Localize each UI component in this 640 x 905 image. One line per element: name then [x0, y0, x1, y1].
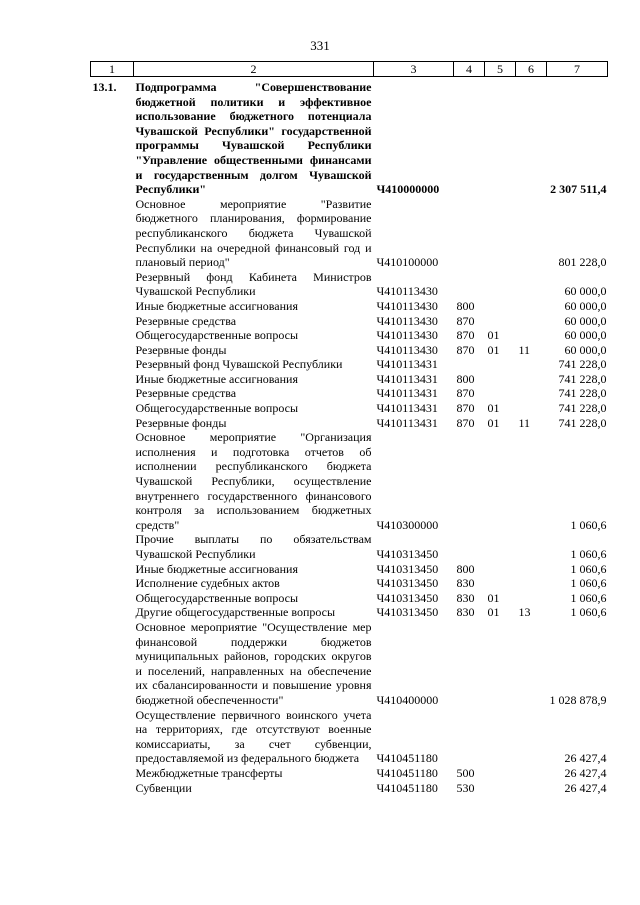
row-code: Ч410313450	[376, 547, 439, 561]
row-name: Осуществление первичного воинского учета на территориях, где отсутствуют военные комиссариаты, за счет субвенции, предоставляемой из федерального бюджета	[135, 707, 372, 766]
row-name: Резервные фонды	[135, 415, 227, 430]
row-subsection	[516, 430, 547, 532]
row-code: Ч410451180	[376, 751, 438, 766]
row-code: Ч410113430	[376, 328, 438, 343]
row-amount: 26 427,4	[564, 765, 607, 780]
row-subsection	[516, 77, 547, 197]
row-subsection	[516, 781, 547, 796]
row-amount: 741 228,0	[558, 386, 607, 401]
row-subsection: 11	[518, 342, 531, 357]
row-section: 01	[487, 328, 500, 343]
row-name: Исполнение судебных актов	[135, 576, 280, 591]
row-section	[485, 77, 516, 197]
row-section	[485, 708, 516, 766]
row-amount: 26 427,4	[564, 780, 607, 795]
table-row	[91, 430, 608, 532]
row-number	[91, 270, 134, 299]
row-code: Ч410113431	[376, 357, 438, 372]
row-subsection	[516, 620, 547, 708]
row-section	[485, 532, 516, 561]
row-expense-type	[454, 620, 485, 708]
row-section	[485, 357, 516, 372]
row-amount: 1 060,6	[570, 576, 607, 591]
table-row	[91, 620, 608, 708]
row-number	[91, 343, 134, 358]
row-expense-type	[454, 197, 485, 270]
table-row	[91, 781, 608, 796]
row-amount: 1 060,6	[570, 517, 607, 532]
row-name: Иные бюджетные ассигнования	[135, 371, 298, 386]
row-number	[91, 781, 134, 796]
row-expense-type: 870	[456, 401, 475, 416]
row-amount: 1 060,6	[570, 605, 607, 620]
row-subsection	[516, 766, 547, 781]
row-amount: 1 060,6	[570, 561, 607, 576]
row-subsection	[516, 532, 547, 561]
row-subsection	[516, 314, 547, 329]
table-row	[91, 357, 608, 372]
table-header	[91, 62, 608, 77]
table-body	[91, 77, 608, 796]
row-subsection	[516, 299, 547, 314]
row-code: Ч410300000	[376, 517, 439, 532]
row-number	[91, 620, 134, 708]
row-number	[91, 299, 134, 314]
row-code: Ч410313450	[376, 605, 439, 620]
header-col-6: 6	[516, 62, 547, 77]
header-col-4: 4	[454, 62, 485, 77]
row-expense-type: 870	[456, 342, 475, 357]
row-expense-type: 870	[456, 328, 475, 343]
row-section: 01	[487, 590, 500, 605]
row-name: Резервные средства	[135, 313, 237, 328]
table-row	[91, 299, 608, 314]
row-subsection: 13	[518, 605, 531, 620]
row-name: Прочие выплаты по обязательствам Чувашской Республики	[135, 532, 372, 561]
row-number	[91, 766, 134, 781]
row-amount: 60 000,0	[564, 328, 607, 343]
row-subsection	[516, 270, 547, 299]
header-col-1: 1	[91, 62, 134, 77]
row-subsection	[516, 562, 547, 577]
row-amount: 26 427,4	[564, 751, 607, 766]
row-expense-type	[454, 430, 485, 532]
row-expense-type	[454, 270, 485, 299]
row-number	[91, 430, 134, 532]
row-name: Другие общегосударственные вопросы	[135, 605, 336, 620]
row-expense-type: 530	[456, 780, 475, 795]
row-expense-type	[454, 357, 485, 372]
header-row	[91, 62, 608, 77]
table-row	[91, 416, 608, 431]
row-expense-type: 830	[456, 605, 475, 620]
row-amount: 1 028 878,9	[549, 692, 607, 707]
row-code: Ч410313450	[376, 561, 439, 576]
row-section	[485, 766, 516, 781]
header-col-7: 7	[547, 62, 608, 77]
table-row	[91, 708, 608, 766]
row-expense-type	[454, 77, 485, 197]
row-name: Иные бюджетные ассигнования	[135, 298, 298, 313]
row-section	[485, 576, 516, 591]
row-name: Межбюджетные трансферты	[135, 765, 283, 780]
row-amount: 1 060,6	[570, 547, 607, 561]
row-name: Общегосударственные вопросы	[135, 590, 299, 605]
row-code: Ч410451180	[376, 780, 438, 795]
row-name: Общегосударственные вопросы	[135, 328, 299, 343]
row-subsection	[516, 372, 547, 387]
row-code: Ч410113431	[376, 415, 438, 430]
row-expense-type: 870	[456, 386, 475, 401]
table-row	[91, 591, 608, 606]
row-number	[91, 591, 134, 606]
row-name: Основное мероприятие "Осуществление мер финансовой поддержки бюджетов муниципальных районов, городских округов и поселений, направленных на обеспечение их сбалансированности и повышение уровня бюджетной обеспеченности"	[135, 619, 372, 707]
row-section	[485, 430, 516, 532]
row-amount: 60 000,0	[564, 284, 607, 299]
row-code: Ч410000000	[376, 182, 440, 197]
row-number	[91, 416, 134, 431]
table-row	[91, 270, 608, 299]
row-name: Резервные фонды	[135, 342, 227, 357]
row-subsection	[516, 401, 547, 416]
row-section	[485, 781, 516, 796]
row-subsection: 11	[518, 415, 531, 430]
row-name: Субвенции	[135, 780, 192, 795]
row-amount: 801 228,0	[558, 255, 607, 270]
row-section	[485, 314, 516, 329]
table-row	[91, 401, 608, 416]
header-col-2: 2	[134, 62, 374, 77]
row-code: Ч410100000	[376, 255, 439, 270]
row-section	[485, 197, 516, 270]
table-row	[91, 343, 608, 358]
row-number	[91, 708, 134, 766]
table-row	[91, 766, 608, 781]
row-amount: 741 228,0	[558, 371, 607, 386]
row-subsection	[516, 386, 547, 401]
row-number	[91, 328, 134, 343]
row-subsection	[516, 591, 547, 606]
row-expense-type: 830	[456, 590, 475, 605]
row-name: Подпрограмма "Совершенствование бюджетной политики и эффективное использование бюджетного потенциала Чувашской Республики" государственной программы Чувашской Республики "Управление общественными финансами и государственным долгом Чувашской Республики"	[135, 80, 372, 197]
row-expense-type: 800	[456, 298, 475, 313]
row-expense-type	[454, 532, 485, 561]
row-code: Ч410451180	[376, 765, 438, 780]
row-expense-type: 870	[456, 313, 475, 328]
row-number	[91, 314, 134, 329]
row-amount: 60 000,0	[564, 342, 607, 357]
row-number	[91, 386, 134, 401]
row-section	[485, 386, 516, 401]
row-number	[91, 401, 134, 416]
row-amount: 60 000,0	[564, 313, 607, 328]
table-row	[91, 314, 608, 329]
table-row	[91, 328, 608, 343]
row-code: Ч410113430	[376, 313, 438, 328]
row-expense-type: 500	[456, 765, 475, 780]
row-amount: 741 228,0	[558, 401, 607, 416]
row-expense-type: 870	[456, 415, 475, 430]
row-code: Ч410400000	[376, 692, 439, 707]
row-number	[91, 562, 134, 577]
row-number: 13.1.	[92, 80, 117, 94]
table-row	[91, 576, 608, 591]
row-code: Ч410113431	[376, 401, 438, 416]
row-expense-type: 800	[456, 561, 475, 576]
row-number	[91, 197, 134, 270]
row-amount: 1 060,6	[570, 590, 607, 605]
row-number	[91, 532, 134, 561]
row-code: Ч410113431	[376, 371, 438, 386]
row-code: Ч410113430	[376, 342, 438, 357]
row-name: Общегосударственные вопросы	[135, 401, 299, 416]
row-section	[485, 372, 516, 387]
row-code: Ч410113431	[376, 386, 438, 401]
header-col-3: 3	[374, 62, 454, 77]
row-name: Резервный фонд Чувашской Республики	[135, 357, 343, 372]
table-row	[91, 77, 608, 197]
row-number	[91, 605, 134, 620]
row-amount: 741 228,0	[558, 357, 607, 372]
budget-table	[90, 61, 608, 795]
row-section	[485, 620, 516, 708]
row-amount: 741 228,0	[558, 415, 607, 430]
row-number	[91, 372, 134, 387]
table-row	[91, 197, 608, 270]
table-row	[91, 372, 608, 387]
row-section: 01	[487, 605, 500, 620]
row-code: Ч410313450	[376, 590, 439, 605]
row-code: Ч410313450	[376, 576, 439, 591]
row-number	[91, 576, 134, 591]
row-subsection	[516, 197, 547, 270]
row-section: 01	[487, 415, 500, 430]
table-row	[91, 562, 608, 577]
row-subsection	[516, 708, 547, 766]
row-subsection	[516, 357, 547, 372]
row-section	[485, 299, 516, 314]
table-row	[91, 386, 608, 401]
row-section	[485, 270, 516, 299]
row-expense-type: 830	[456, 576, 475, 591]
row-code: Ч410113430	[376, 298, 438, 313]
row-section	[485, 562, 516, 577]
row-expense-type	[454, 708, 485, 766]
row-name: Иные бюджетные ассигнования	[135, 561, 298, 576]
row-name: Резервные средства	[135, 386, 237, 401]
row-name: Основное мероприятие "Развитие бюджетного планирования, формирование республиканского бюджета Чувашской Республики на очередной финансовый год и плановый период"	[135, 196, 372, 270]
row-subsection	[516, 576, 547, 591]
table-row	[91, 532, 608, 561]
row-name: Основное мероприятие "Организация исполнения и подготовка отчетов об исполнении республиканского бюджета Чувашской Республики, осуществление внутреннего государственного финансового контроля за использованием бюджетных средств"	[135, 430, 372, 532]
row-subsection	[516, 328, 547, 343]
header-col-5: 5	[485, 62, 516, 77]
row-name: Резервный фонд Кабинета Министров Чувашской Республики	[135, 269, 372, 299]
table-row	[91, 605, 608, 620]
row-section: 01	[487, 401, 500, 416]
row-expense-type: 800	[456, 371, 475, 386]
row-code: Ч410113430	[376, 284, 438, 299]
row-number	[91, 357, 134, 372]
row-section: 01	[487, 342, 500, 357]
page-number: 331	[310, 38, 330, 53]
row-amount: 60 000,0	[564, 298, 607, 313]
row-amount: 2 307 511,4	[550, 182, 607, 197]
